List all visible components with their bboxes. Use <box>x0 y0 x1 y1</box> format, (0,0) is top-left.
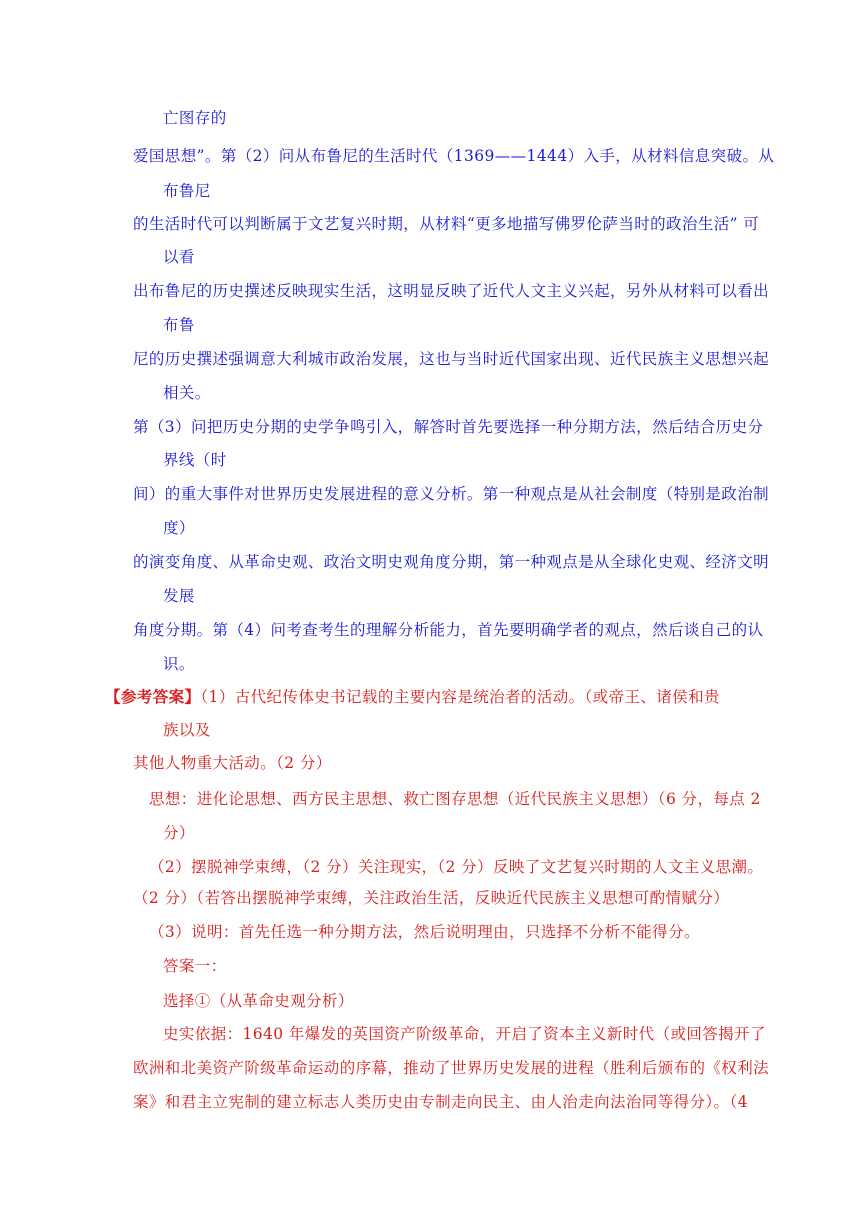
answer-line: 答案一： <box>163 957 227 975</box>
answer-line: 欧洲和北美资产阶级革命运动的序幕，推动了世界历史发展的进程（胜利后颁布的《权利法 <box>133 1059 770 1077</box>
analysis-line: 尼的历史撰述强调意大利城市政治发展，这也与当时近代国家出现、近代民族主义思想兴起 <box>133 350 770 368</box>
analysis-line: 亡图存的 <box>163 109 227 127</box>
analysis-line: 发展 <box>163 587 195 605</box>
analysis-line: 的演变角度、从革命史观、政治文明史观角度分期，第一种观点是从全球化史观、经济文明 <box>133 553 770 571</box>
answer-line: 其他人物重大活动。（2 分） <box>133 754 332 772</box>
analysis-line: 相关。 <box>163 384 211 402</box>
answer-line: （2 分）（若答出摆脱神学束缚，关注政治生活，反映近代民族主义思想可酌情赋分） <box>133 889 730 907</box>
answer-line: 案》和君主立宪制的建立标志人类历史由专制走向民主、由人治走向法治同等得分）。（4 <box>133 1093 748 1111</box>
analysis-line: 的生活时代可以判断属于文艺复兴时期，从材料“更多地描写佛罗伦萨当时的政治生活” 可 <box>133 215 760 233</box>
analysis-line: 度） <box>163 519 195 537</box>
analysis-line: 角度分期。第（4）问考查考生的理解分析能力，首先要明确学者的观点，然后谈自己的认 <box>133 621 764 639</box>
answer-line: 选择①（从革命史观分析） <box>163 992 354 1010</box>
analysis-line: 爱国思想”。第（2）问从布鲁尼的生活时代（1369——1444）入手，从材料信息突破。从 <box>133 147 775 165</box>
answer-label: 【参考答案】 <box>105 687 201 706</box>
answer-first-line <box>105 686 720 708</box>
answer-line: 分） <box>163 824 195 842</box>
answer-line: （3）说明：首先任选一种分期方法，然后说明理由，只选择不分析不能得分。 <box>149 923 700 941</box>
answer-line: 史实依据：1640 年爆发的英国资产阶级革命，开启了资本主义新时代（或回答揭开了 <box>163 1025 766 1043</box>
answer-line: 族以及 <box>163 721 211 739</box>
analysis-line: 出布鲁尼的历史撰述反映现实生活，这明显反映了近代人文主义兴起，另外从材料可以看出 <box>133 282 770 300</box>
analysis-line: 布鲁 <box>163 316 195 334</box>
analysis-line: 识。 <box>163 655 195 673</box>
analysis-line: 间）的重大事件对世界历史发展进程的意义分析。第一种观点是从社会制度（特别是政治制 <box>133 485 770 503</box>
analysis-line: 界线（时 <box>163 451 227 469</box>
analysis-line: 布鲁尼 <box>163 182 211 200</box>
answer-text: （1）古代纪传体史书记载的主要内容是统治者的活动。（或帝王、诸侯和贵 <box>200 688 720 706</box>
answer-line: 思想：进化论思想、西方民主思想、救亡图存思想（近代民族主义思想）（6 分，每点 2 <box>149 790 761 808</box>
answer-line: （2）摆脱神学束缚，（2 分）关注现实，（2 分）反映了文艺复兴时期的人文主义思潮。 <box>149 858 764 876</box>
analysis-line: 以看 <box>163 248 195 266</box>
analysis-line: 第（3）问把历史分期的史学争鸣引入，解答时首先要选择一种分期方法，然后结合历史分 <box>133 418 764 436</box>
